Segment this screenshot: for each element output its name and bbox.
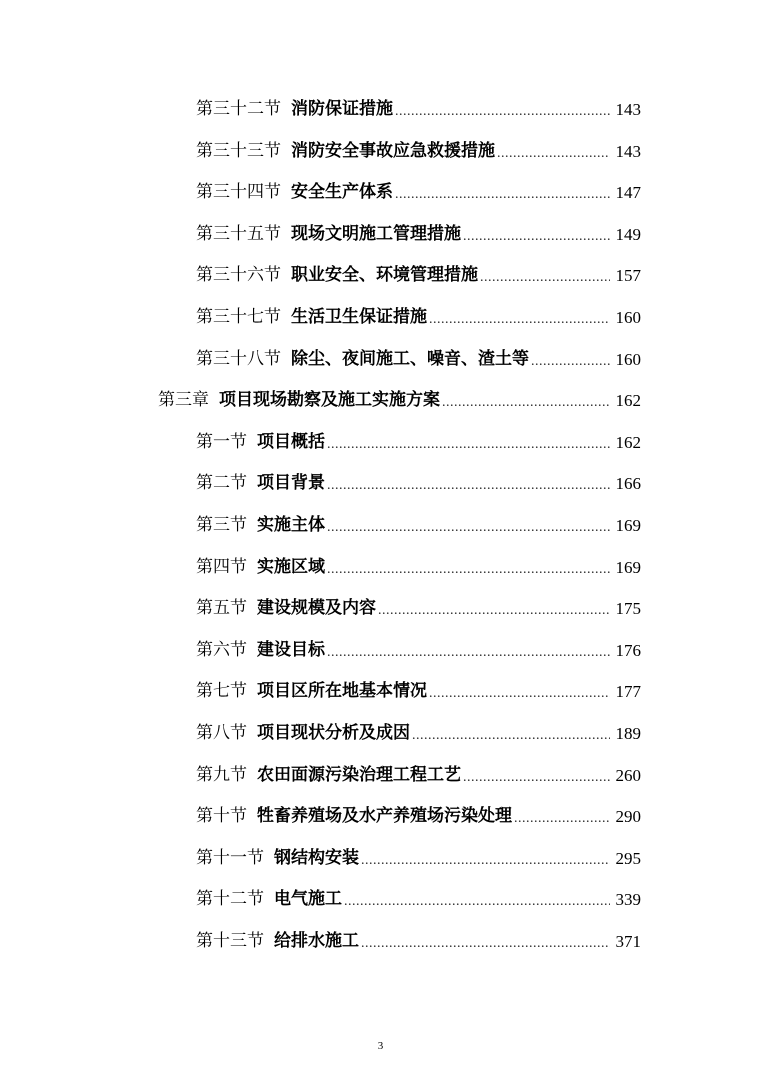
toc-entry-title: 除尘、夜间施工、噪音、渣土等: [291, 348, 529, 369]
toc-section-entry[interactable]: [0, 671, 761, 713]
toc-entry-page: 290: [615, 807, 641, 827]
toc-dot-leader: [514, 798, 610, 840]
toc-entry-title: 给排水施工: [274, 930, 359, 951]
toc-entry-number: 第三章: [158, 390, 209, 411]
toc-dot-leader: [463, 757, 610, 799]
toc-section-entry[interactable]: [0, 755, 761, 797]
toc-entry-page: 162: [615, 391, 641, 411]
toc-dot-leader: [378, 590, 610, 632]
toc-entry-number: 第一节: [196, 431, 247, 452]
toc-entry-number: 第六节: [196, 639, 247, 660]
toc-dot-leader: [442, 382, 610, 424]
toc-entry-number: 第五节: [196, 598, 247, 619]
toc-section-entry[interactable]: [0, 630, 761, 672]
toc-entry-title: 实施区域: [257, 556, 325, 577]
toc-entry-number: 第三十七节: [196, 306, 281, 327]
toc-entry-number: 第三十三节: [196, 140, 281, 161]
toc-entry-number: 第四节: [196, 556, 247, 577]
toc-dot-leader: [531, 341, 610, 383]
toc-dot-leader: [395, 174, 610, 216]
toc-entry-page: 260: [615, 765, 641, 785]
toc-entry-title: 职业安全、环境管理措施: [291, 265, 478, 286]
toc-dot-leader: [395, 91, 610, 133]
toc-entry-title: 项目概括: [257, 431, 325, 452]
toc-entry-number: 第三十八节: [196, 348, 281, 369]
toc-entry-page: 157: [615, 266, 641, 286]
toc-dot-leader: [361, 923, 610, 965]
toc-entry-number: 第三十二节: [196, 99, 281, 119]
toc-section-entry[interactable]: [0, 297, 761, 339]
toc-dot-leader: [344, 881, 610, 923]
toc-section-entry[interactable]: [0, 547, 761, 589]
toc-section-entry[interactable]: [0, 214, 761, 256]
toc-entry-title: 安全生产体系: [291, 182, 393, 203]
toc-entry-number: 第三节: [196, 514, 247, 535]
toc-entry-page: 169: [615, 557, 641, 577]
toc-section-entry[interactable]: [0, 879, 761, 921]
toc-entry-page: 149: [615, 224, 641, 244]
toc-entry-page: 295: [615, 848, 641, 868]
toc-dot-leader: [327, 424, 610, 466]
toc-entry-title: 消防安全事故应急救援措施: [291, 140, 495, 161]
toc-section-entry[interactable]: [0, 172, 761, 214]
toc-entry-number: 第十二节: [196, 889, 264, 910]
toc-section-entry[interactable]: [0, 89, 761, 131]
toc-entry-page: 176: [615, 640, 641, 660]
toc-dot-leader: [480, 257, 610, 299]
toc-entry-page: 169: [615, 515, 641, 535]
toc-entry-page: 177: [615, 682, 641, 702]
toc-entry-title: 项目背景: [257, 473, 325, 494]
toc-section-entry[interactable]: [0, 838, 761, 880]
toc-entry-page: 166: [615, 474, 641, 494]
toc-dot-leader: [361, 840, 610, 882]
toc-section-entry[interactable]: [0, 463, 761, 505]
toc-section-entry[interactable]: [0, 796, 761, 838]
toc-section-entry[interactable]: [0, 339, 761, 381]
toc-entry-number: 第十节: [196, 806, 247, 827]
toc-section-entry[interactable]: [0, 588, 761, 630]
toc-entry-page: 143: [615, 141, 641, 161]
toc-entry-number: 第三十四节: [196, 182, 281, 203]
toc-entry-number: 第二节: [196, 473, 247, 494]
toc-entry-number: 第十三节: [196, 930, 264, 951]
toc-entry-title: 项目现场勘察及施工实施方案: [219, 390, 440, 411]
toc-section-entry[interactable]: [0, 131, 761, 173]
toc-entry-page: 175: [615, 599, 641, 619]
toc-section-entry[interactable]: [0, 422, 761, 464]
toc-entry-page: 189: [615, 723, 641, 743]
toc-entry-title: 牲畜养殖场及水产养殖场污染处理: [257, 806, 512, 827]
toc-entry-title: 消防保证措施: [291, 99, 393, 119]
toc-dot-leader: [327, 465, 610, 507]
toc-section-entry[interactable]: [0, 505, 761, 547]
toc-entry-number: 第七节: [196, 681, 247, 702]
toc-entry-title: 现场文明施工管理措施: [291, 223, 461, 244]
toc-dot-leader: [327, 632, 610, 674]
toc-entry-page: 371: [615, 931, 641, 951]
toc-entry-number: 第三十五节: [196, 223, 281, 244]
toc-section-entry[interactable]: [0, 921, 761, 963]
toc-dot-leader: [327, 549, 610, 591]
toc-entry-title: 建设规模及内容: [257, 598, 376, 619]
toc-dot-leader: [327, 507, 610, 549]
page-number: 3: [377, 1040, 384, 1052]
toc-entry-title: 建设目标: [257, 639, 325, 660]
toc-entry-number: 第十一节: [196, 847, 264, 868]
toc-dot-leader: [429, 673, 610, 715]
toc-entry-number: 第九节: [196, 764, 247, 785]
toc-dot-leader: [412, 715, 610, 757]
table-of-contents: [0, 89, 761, 962]
toc-entry-page: 160: [615, 307, 641, 327]
toc-entry-title: 钢结构安装: [274, 847, 359, 868]
toc-entry-title: 实施主体: [257, 514, 325, 535]
toc-entry-number: 第八节: [196, 722, 247, 743]
toc-entry-page: 160: [615, 349, 641, 369]
toc-entry-page: 339: [615, 890, 641, 910]
toc-dot-leader: [429, 299, 610, 341]
toc-entry-page: 143: [615, 100, 641, 119]
toc-entry-page: 162: [615, 432, 641, 452]
toc-entry-page: 147: [615, 183, 641, 203]
toc-dot-leader: [497, 133, 610, 175]
toc-entry-title: 电气施工: [274, 889, 342, 910]
toc-entry-title: 项目现状分析及成因: [257, 722, 410, 743]
toc-dot-leader: [463, 216, 610, 258]
toc-chapter-entry[interactable]: [0, 380, 761, 422]
toc-entry-title: 项目区所在地基本情况: [257, 681, 427, 702]
toc-section-entry[interactable]: [0, 713, 761, 755]
toc-section-entry[interactable]: [0, 255, 761, 297]
toc-entry-number: 第三十六节: [196, 265, 281, 286]
toc-entry-title: 生活卫生保证措施: [291, 306, 427, 327]
toc-entry-title: 农田面源污染治理工程工艺: [257, 764, 461, 785]
